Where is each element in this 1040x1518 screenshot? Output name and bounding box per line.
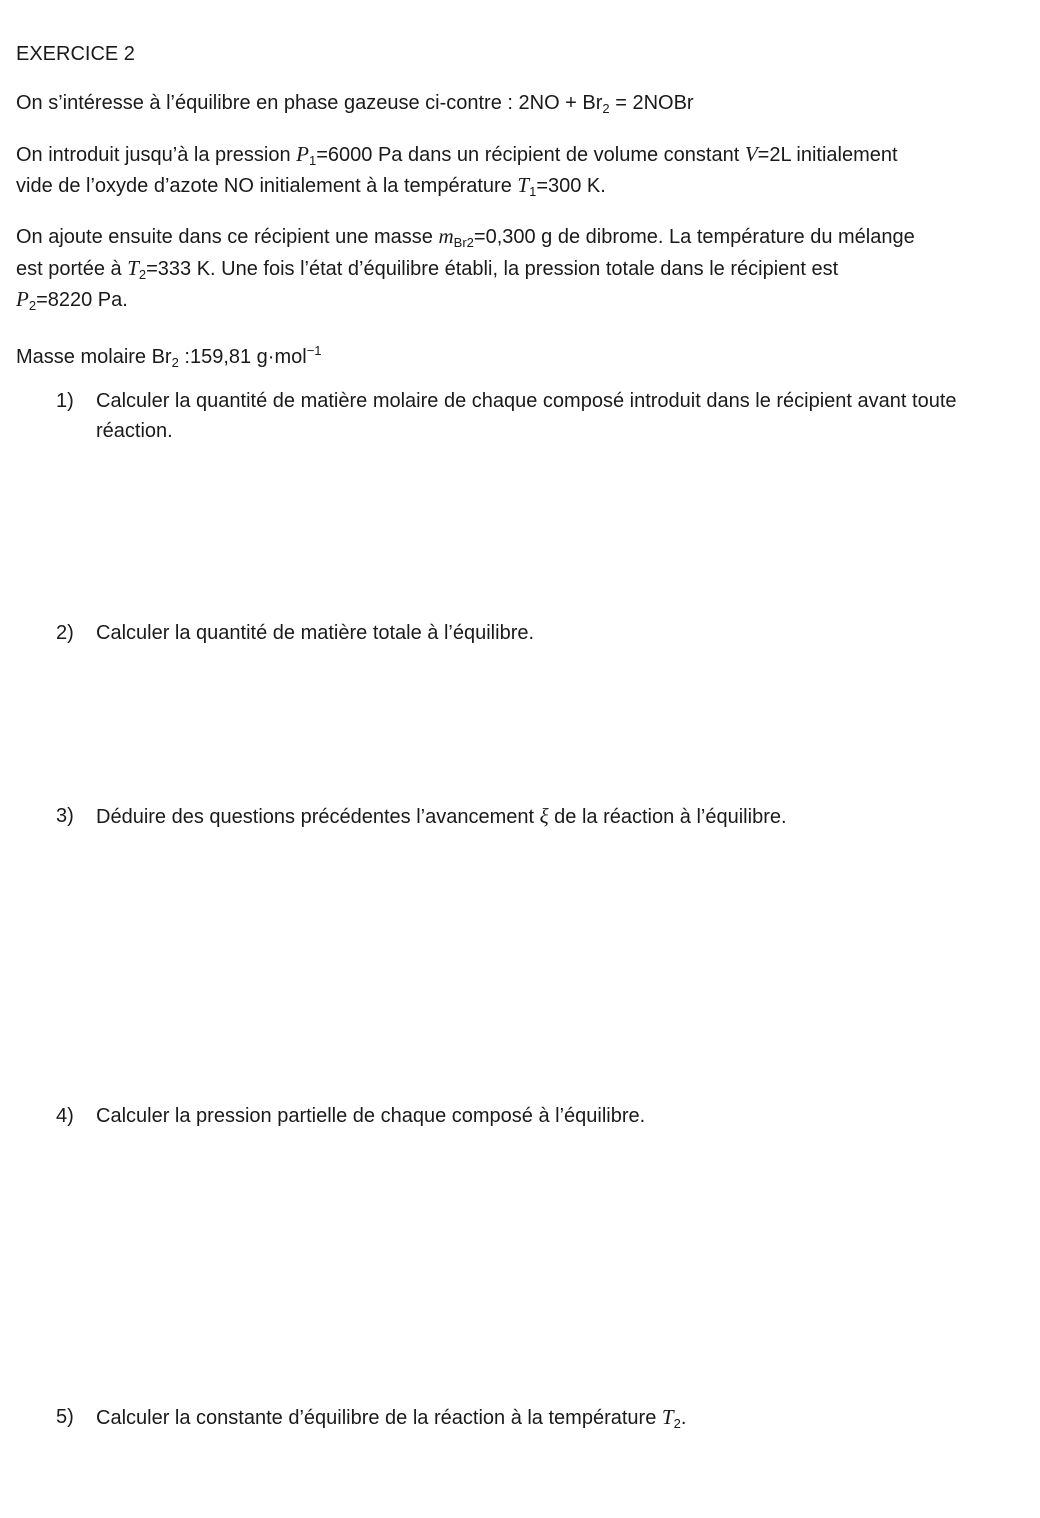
- text: est portée à: [16, 258, 128, 280]
- question-5: [56, 1402, 687, 1432]
- molar-mass-line: [16, 339, 322, 375]
- question-text: Calculer la constante d’équilibre de la réaction à la température $T_2$.: [96, 1405, 687, 1431]
- equation-subscript: 2: [602, 101, 610, 116]
- text: Masse molaire Br: [16, 346, 172, 368]
- intro-text: On s’intéresse à l’équilibre en phase gazeuse ci-contre :: [16, 92, 519, 114]
- text: :159,81 g·mol: [178, 346, 307, 368]
- variable-T1: $T_1$: [517, 173, 537, 199]
- variable-P: $P_1$: [296, 142, 317, 168]
- question-number: 1): [56, 390, 74, 412]
- question-number: 4): [56, 1105, 74, 1127]
- paragraph-3-line-2: [16, 256, 838, 287]
- variable-V: V: [744, 142, 758, 166]
- equation-right: = 2NOBr: [609, 92, 694, 114]
- text: =2L initialement: [757, 144, 898, 166]
- variable-T2: $T_2$: [661, 1405, 681, 1431]
- text: =0,300 g de dibrome. La température du mélange: [473, 226, 915, 248]
- question-number: 5): [56, 1406, 74, 1428]
- question-2: [56, 618, 535, 648]
- text: On ajoute ensuite dans ce récipient une masse: [16, 226, 439, 248]
- variable-P2: $P_2$: [16, 287, 37, 313]
- text: =6000 Pa dans un récipient de volume constant: [316, 144, 745, 166]
- question-text: Calculer la pression partielle de chaque composé à l’équilibre.: [96, 1105, 646, 1127]
- question-text: Calculer la quantité de matière totale à l’équilibre.: [96, 622, 535, 644]
- question-4: [56, 1101, 646, 1131]
- text: vide de l’oxyde d’azote NO initialement à la température: [16, 175, 518, 197]
- superscript: −1: [306, 343, 322, 358]
- exercise-title: EXERCICE 2: [16, 43, 135, 65]
- paragraph-2-line-1: [16, 142, 898, 173]
- text: =333 K. Une fois l’état d’équilibre établi, la pression totale dans le récipient est: [146, 258, 839, 280]
- question-3: [56, 801, 787, 831]
- question-number: 2): [56, 622, 74, 644]
- subscript: 2: [171, 355, 179, 370]
- variable-T2: $T_2$: [127, 256, 147, 282]
- text: =300 K.: [536, 175, 606, 197]
- paragraph-2-line-2: [16, 173, 606, 204]
- paragraph-3-line-1: [16, 224, 915, 255]
- variable-m: $m_{Br2}$: [438, 224, 474, 250]
- paragraph-3-line-3: [16, 287, 128, 318]
- question-text: Déduire des questions précédentes l’avancement ξ de la réaction à l’équilibre.: [96, 804, 787, 828]
- equation-left: 2NO + Br: [518, 92, 603, 114]
- question-number: 3): [56, 805, 74, 827]
- question-text: Calculer la quantité de matière molaire de chaque composé introduit dans le récipient avant toute réaction.: [96, 390, 957, 442]
- question-1: [56, 386, 957, 442]
- xi-symbol: ξ: [539, 804, 549, 828]
- text: =8220 Pa.: [36, 289, 128, 311]
- text: On introduit jusqu’à la pression: [16, 144, 297, 166]
- intro-paragraph: [16, 91, 694, 121]
